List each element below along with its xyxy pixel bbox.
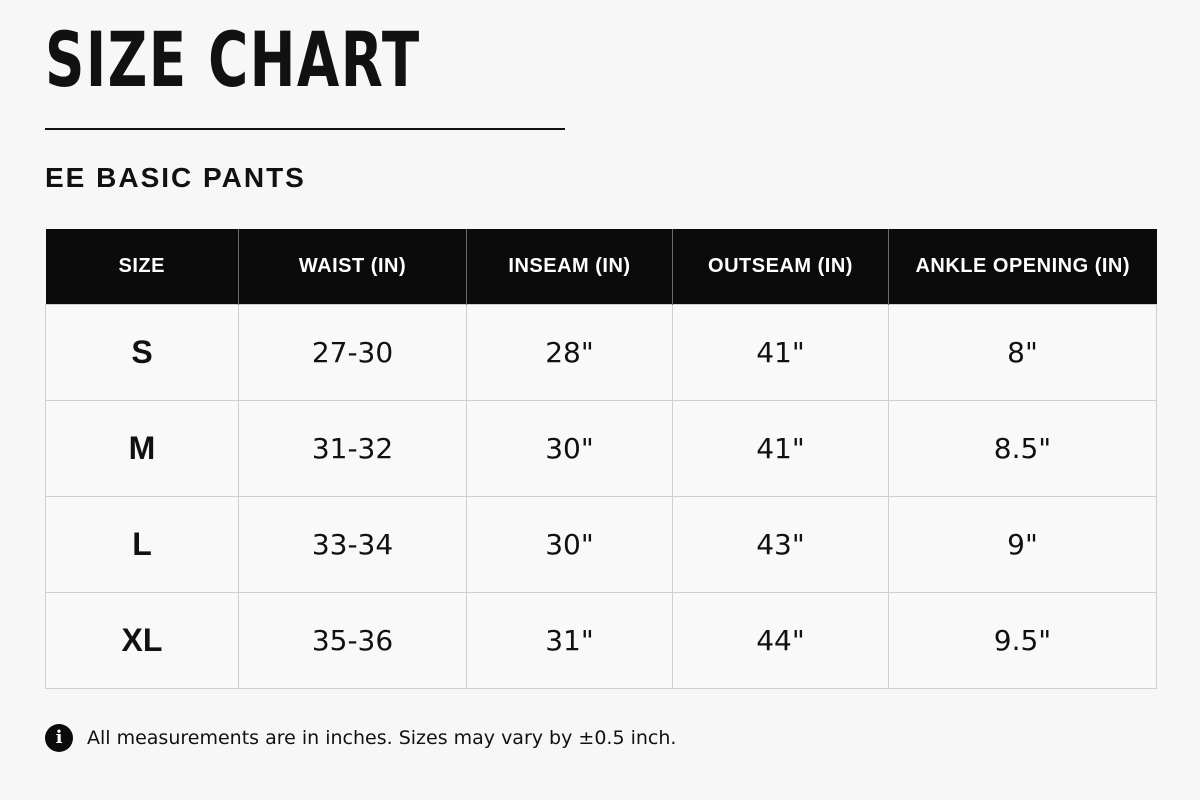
table-row [46, 497, 1157, 593]
ankle-opening-cell: 9" [889, 497, 1157, 593]
column-header-ankle-opening: ANKLE OPENING (IN) [889, 229, 1157, 305]
info-icon: i [45, 724, 73, 752]
size-cell: L [46, 497, 239, 593]
measurement-note [45, 724, 676, 752]
inseam-cell: 30" [467, 401, 673, 497]
column-header-inseam: INSEAM (IN) [467, 229, 673, 305]
outseam-cell: 43" [673, 497, 889, 593]
waist-cell: 33-34 [239, 497, 467, 593]
ankle-opening-cell: 8.5" [889, 401, 1157, 497]
table-header-row [46, 229, 1157, 305]
title-divider [45, 128, 565, 130]
outseam-cell: 44" [673, 593, 889, 689]
inseam-cell: 28" [467, 305, 673, 401]
outseam-cell: 41" [673, 305, 889, 401]
waist-cell: 27-30 [239, 305, 467, 401]
column-header-size: SIZE [46, 229, 239, 305]
outseam-cell: 41" [673, 401, 889, 497]
column-header-outseam: OUTSEAM (IN) [673, 229, 889, 305]
size-cell: M [46, 401, 239, 497]
page-title: SIZE CHART [45, 15, 421, 104]
table-row [46, 593, 1157, 689]
note-text: All measurements are in inches. Sizes may vary by ±0.5 inch. [87, 727, 677, 749]
column-header-waist: WAIST (IN) [239, 229, 467, 305]
size-cell: XL [46, 593, 239, 689]
size-cell: S [46, 305, 239, 401]
inseam-cell: 31" [467, 593, 673, 689]
waist-cell: 35-36 [239, 593, 467, 689]
product-name: EE BASIC PANTS [45, 162, 306, 193]
table-row [46, 401, 1157, 497]
waist-cell: 31-32 [239, 401, 467, 497]
ankle-opening-cell: 9.5" [889, 593, 1157, 689]
ankle-opening-cell: 8" [889, 305, 1157, 401]
size-table [45, 229, 1157, 689]
table-row [46, 305, 1157, 401]
inseam-cell: 30" [467, 497, 673, 593]
